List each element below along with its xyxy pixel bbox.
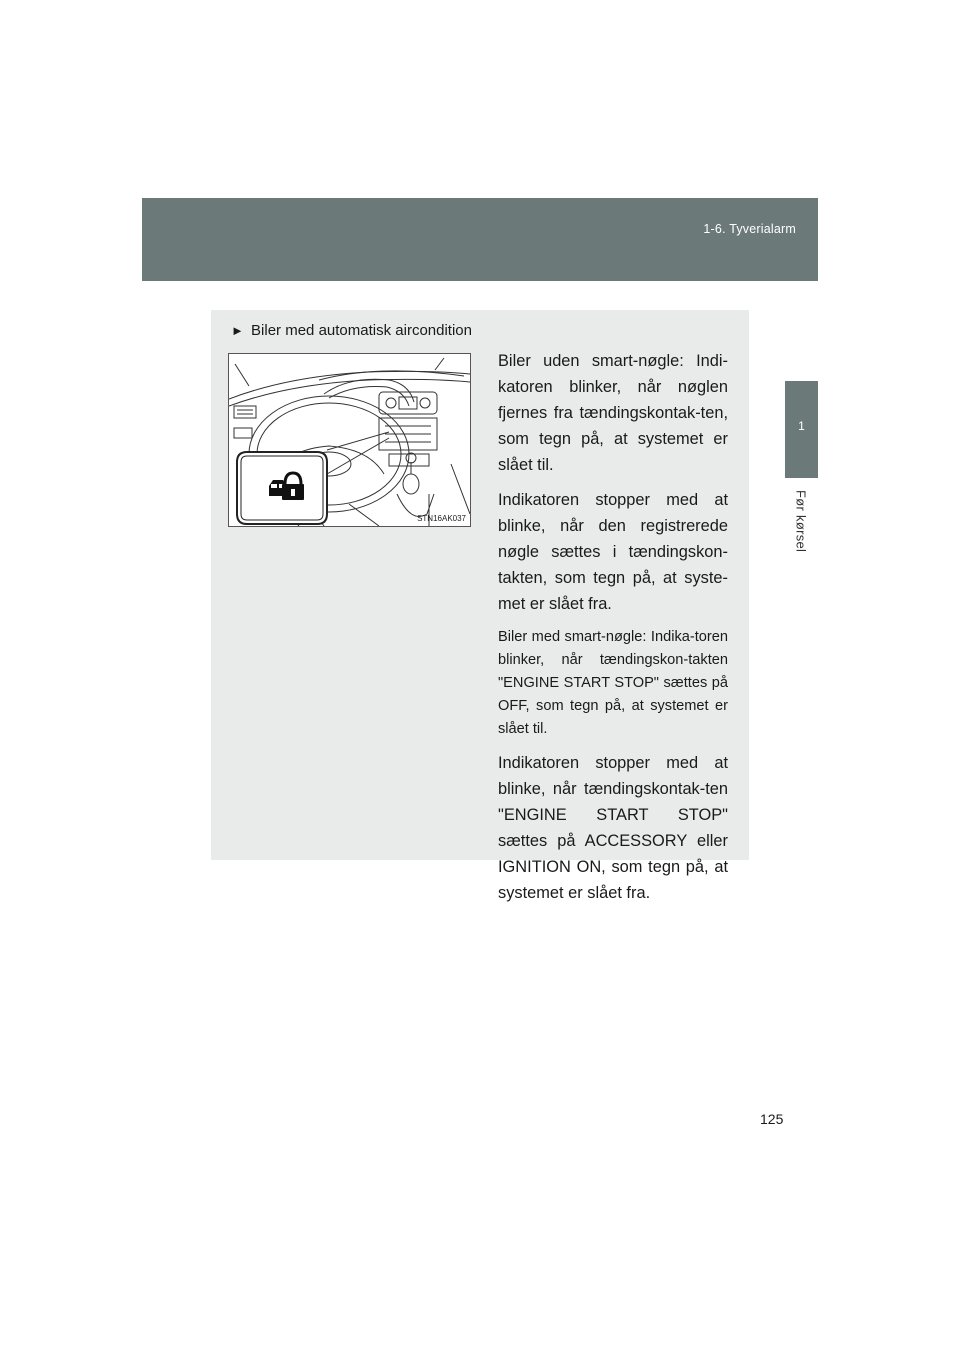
illustration-code: STN16AK037	[417, 514, 466, 523]
chapter-tab	[785, 381, 818, 478]
paragraph-no-smart-key-disarmed: Indikatoren stopper med at blinke, når den registrerede nøgle sættes i tændingskon-takten, som tegn på, at syste-met er slået fra.	[498, 491, 728, 613]
dashboard-illustration	[228, 353, 471, 527]
chapter-header	[142, 198, 818, 281]
arrow-icon: ►	[231, 323, 244, 338]
chapter-title: 1-6. Tyverialarm	[703, 222, 796, 236]
section-heading-text: Biler med automatisk aircondition	[251, 322, 472, 339]
paragraph-smart-key-armed: Biler med smart-nøgle: Indika-toren blinker, når tændingskon-takten "ENGINE START STOP" sættes på OFF, som tegn på, at systemet er slået til.	[498, 629, 728, 737]
section-heading	[231, 322, 472, 339]
page-number: 125	[760, 1111, 784, 1127]
paragraph-smart-key-disarmed: Indikatoren stopper med at blinke, når tændingskontak-ten "ENGINE START STOP" sættes på ACCESSORY eller IGNITION ON, som tegn på, at systemet er slået fra.	[498, 754, 728, 902]
dashboard-drawing	[229, 354, 470, 526]
paragraph-no-smart-key-armed: Biler uden smart-nøgle: Indi-katoren blinker, når nøglen fjernes fra tændingskontak-ten, som tegn på, at systemet er slået til.	[498, 352, 728, 474]
chapter-tab-number: 1	[798, 419, 805, 433]
body-text	[498, 348, 728, 915]
content-section	[211, 310, 749, 902]
chapter-tab-label: Før kørsel	[793, 490, 809, 553]
